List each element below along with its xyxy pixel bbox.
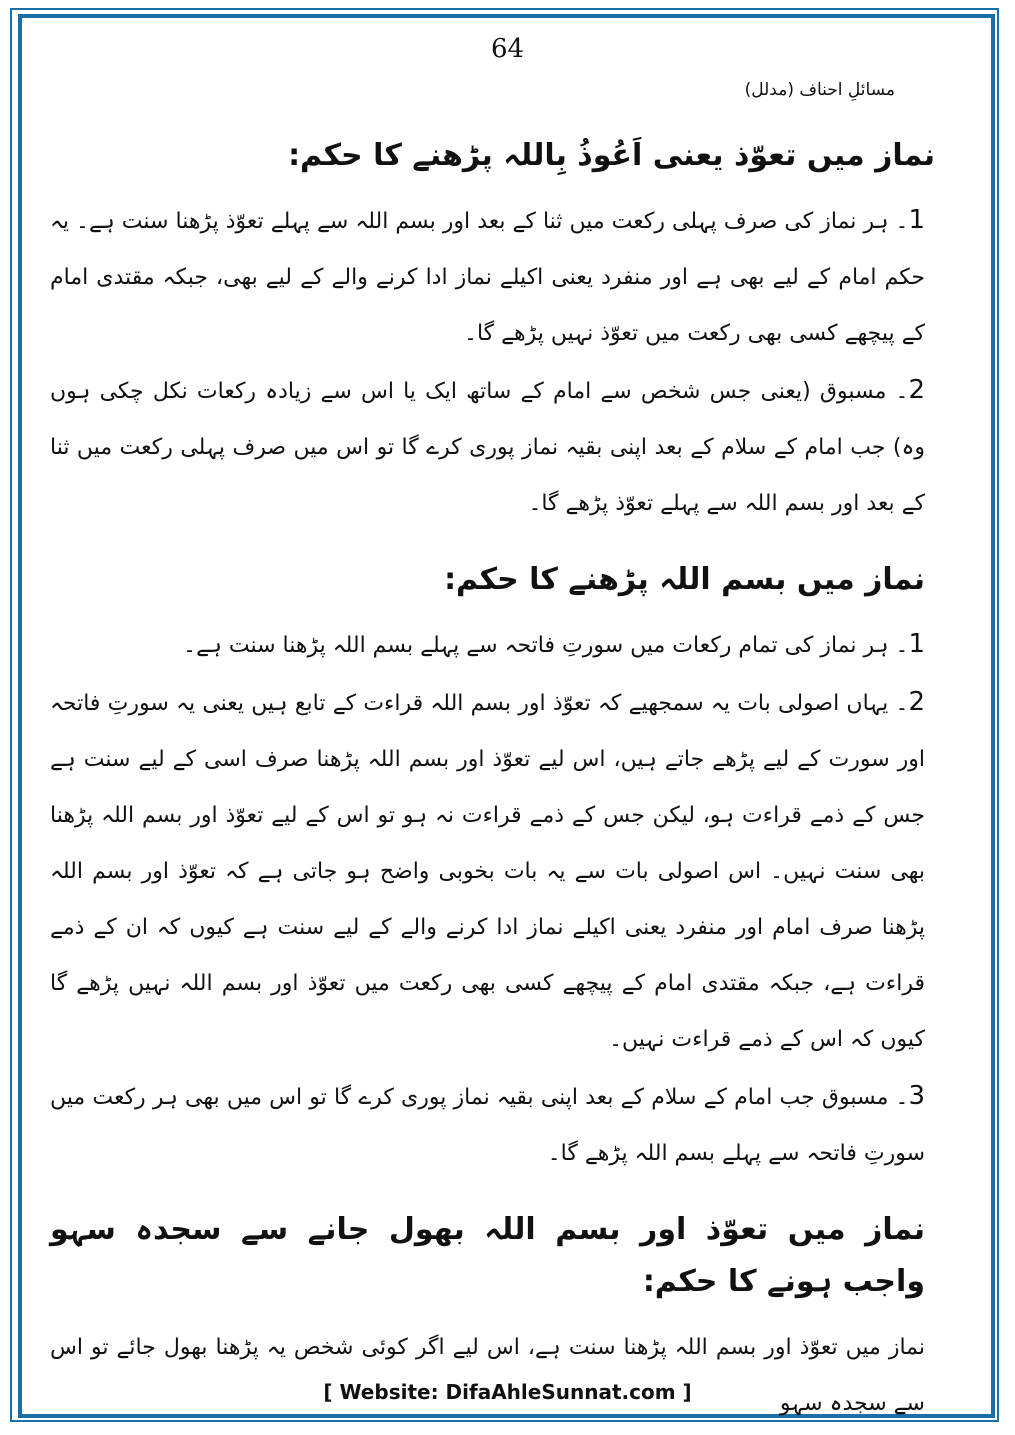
paragraph [50,616,925,674]
paragraph-text: نماز میں تعوّذ اور بسم اللہ پڑھنا سنت ہے، اس لیے اگر کوئی شخص یہ پڑھنا بھول جائے تو اس سے سجدہ سہو [50,1335,925,1416]
paragraph [50,192,925,362]
section-heading-taawwuz: نماز میں تعوّذ یعنی اَعُوذُ بِاللہ پڑھنے کا حکم: [288,138,935,173]
paragraph-text: ۔ مسبوق (یعنی جس شخص سے امام کے ساتھ ایک یا اس سے زیادہ رکعات نکل چکی ہوں وہ) جب امام کے سلام کے بعد اپنی بقیہ نماز پوری کرے گا تو اس میں صرف پہلی رکعت میں ثنا کے بعد اور بسم اللہ سے پہلے تعوّذ پڑھے گا۔ [50,379,925,516]
section-heading-sajda-sahw: نماز میں تعوّذ اور بسم اللہ بھول جانے سے سجدہ سہو واجب ہونے کا حکم: [50,1212,925,1299]
paragraph-text: ۔ یہاں اصولی بات یہ سمجھیے کہ تعوّذ اور بسم اللہ قراءت کے تابع ہیں یعنی یہ سورتِ فاتحہ اور سورت کے لیے پڑھے جاتے ہیں، اس لیے تعوّذ اور بسم اللہ پڑھنا صرف اسی کے لیے سنت ہے جس کے ذمے قراءت ہو، لیکن جس کے ذمے قراءت نہ ہو تو اس کے لیے تعوّذ اور بسم اللہ پڑھنا بھی سنت نہیں۔ اس اصولی بات سے یہ بات بخوبی واضح ہو جاتی ہے کہ تعوّذ اور بسم اللہ پڑھنا صرف امام اور منفرد یعنی اکیلے نماز ادا کرنے والے کے لیے سنت ہے کیوں کہ ان کے ذمے قراءت ہے، جبکہ مقتدی امام کے پیچھے کسی بھی رکعت میں تعوّذ اور بسم اللہ نہیں پڑھے گا کیوں کہ اس کے ذمے قراءت نہیں۔ [50,691,925,1052]
paragraph-number: 1 [908,205,925,235]
paragraph [50,674,925,1068]
page-content [50,130,935,1432]
page-number: 64 [490,34,525,64]
paragraph-text: ۔ مسبوق جب امام کے سلام کے بعد اپنی بقیہ نماز پوری کرے گا تو اس میں بھی ہر رکعت میں سورتِ فاتحہ سے پہلے بسم اللہ پڑھے گا۔ [50,1085,925,1166]
paragraph [50,362,925,532]
section-heading-bismillah: نماز میں بسم اللہ پڑھنے کا حکم: [444,562,925,597]
paragraph-text: ۔ ہر نماز کی صرف پہلی رکعت میں ثنا کے بعد اور بسم اللہ سے پہلے تعوّذ پڑھنا سنت ہے۔ یہ حکم امام کے لیے بھی ہے اور منفرد یعنی اکیلے نماز ادا کرنے والے کے لیے بھی، جبکہ مقتدی امام کے پیچھے کسی بھی رکعت میں تعوّذ نہیں پڑھے گا۔ [50,209,925,346]
paragraph [50,1068,925,1182]
book-title: مسائلِ احناف (مدلل) [744,80,895,100]
paragraph [50,1318,925,1432]
paragraph-number: 3 [908,1081,925,1111]
website-footer: [ Website: DifaAhleSunnat.com ] [323,1380,692,1404]
paragraph-number: 2 [908,687,925,717]
paragraph-number: 1 [908,629,925,659]
paragraph-number: 2 [908,375,925,405]
paragraph-text: ۔ ہر نماز کی تمام رکعات میں سورتِ فاتحہ سے پہلے بسم اللہ پڑھنا سنت ہے۔ [183,633,909,658]
